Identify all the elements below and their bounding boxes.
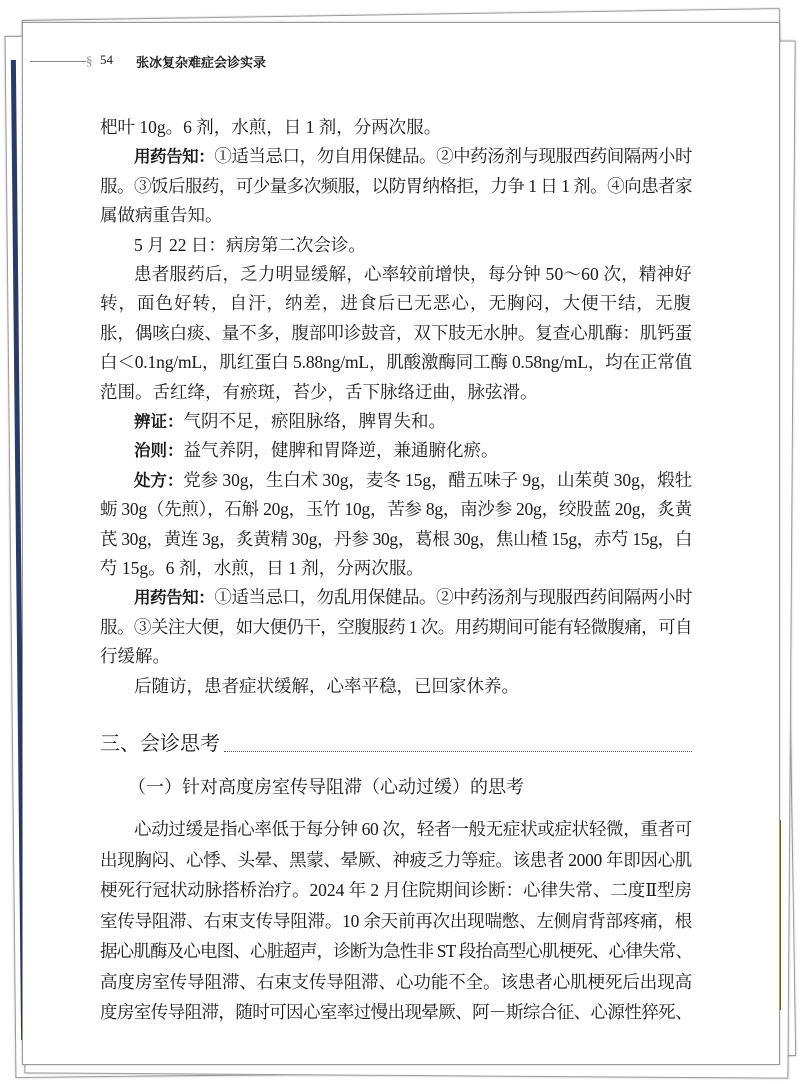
line-text: 蛎 30g（先煎），石斛 20g，玉竹 10g，苦参 8g，南沙参 20g，绞股蓝 20g，炙黄: [100, 499, 692, 520]
text-line: [134, 263, 692, 285]
text-line: [134, 675, 519, 697]
text-line: [134, 469, 692, 491]
line-text: 5 月 22 日：病房第二次会诊。: [134, 234, 366, 255]
header-ornament-icon: §: [86, 53, 93, 68]
line-text: 党参 30g，生白术 30g，麦冬 15g，醋五味子 9g，山茱萸 30g，煅牡: [183, 469, 692, 490]
line-text: 患者服药后，乏力明显缓解，心率较前增快，每分钟 50～60 次，精神好: [134, 264, 692, 284]
line-text: ①适当忌口，勿自用保健品。②中药汤剂与现服西药间隔两小时: [214, 146, 693, 167]
text-line: [100, 940, 692, 962]
text-line: [100, 1001, 692, 1023]
text-line: [100, 557, 424, 579]
text-line: [100, 498, 692, 520]
text-line: [134, 410, 446, 432]
header-rule: [30, 61, 86, 62]
text-line: [134, 145, 692, 167]
line-text: 杷叶 10g。6 剂，水煎，日 1 剂，分两次服。: [100, 117, 442, 137]
line-text: 属做病重告知。: [100, 205, 223, 226]
line-text: 梗死行冠状动脉搭桥治疗。2024 年 2 月住院期间诊断：心律失常、二度Ⅱ型房: [100, 880, 692, 900]
text-line: [100, 381, 538, 403]
line-text: 芪 30g，黄连 3g，炙黄精 30g，丹参 30g，葛根 30g，焦山楂 15g，赤芍 15g，白: [100, 528, 692, 549]
heading-leader-dots: [224, 751, 692, 752]
section-heading: [100, 727, 692, 756]
paragraph-label: 用药告知：: [134, 147, 215, 167]
line-text: 心动过缓是指心率低于每分钟 60 次，轻者一般无症状或症状轻微，重者可: [134, 819, 692, 839]
line-text: 后随访，患者症状缓解，心率平稳，已回家休养。: [134, 675, 519, 696]
paragraph-label: 治则：: [134, 441, 184, 461]
line-text: 芍 15g。6 剂，水煎，日 1 剂，分两次服。: [100, 558, 424, 578]
text-line: [100, 849, 692, 871]
line-text: 范围。舌红绛，有瘀斑，苔少，舌下脉络迂曲，脉弦滑。: [100, 381, 538, 402]
text-line: [100, 292, 692, 314]
line-text: 气阴不足，瘀阻脉络，脾胃失和。: [183, 411, 446, 431]
running-title: 张冰复杂难症会诊实录: [136, 56, 267, 71]
line-text: 胀，偶咳白痰、量不多，腹部叩诊鼓音，双下肢无水肿。复查心肌酶：肌钙蛋: [100, 322, 692, 343]
text-line: [100, 175, 692, 197]
text-line: [100, 971, 692, 993]
line-text: 服。③关注大便，如大便仍干，空腹服药 1 次。用药期间可能有轻微腹痛，可自: [100, 616, 692, 637]
paragraph-label: 处方：: [134, 470, 184, 490]
text-line: [100, 528, 692, 550]
line-text: 据心肌酶及心电图、心脏超声，诊断为急性非 ST 段抬高型心肌梗死、心律失常、: [100, 941, 692, 961]
text-line: [134, 818, 692, 840]
line-text: 度房室传导阻滞，随时可因心室率过慢出现晕厥、阿－斯综合征、心源性猝死、: [100, 1002, 692, 1022]
line-text: 高度房室传导阻滞、右束支传导阻滞、心功能不全。该患者心肌梗死后出现高: [100, 971, 692, 992]
line-text: 转，面色好转，自汗，纳差，进食后已无恶心，无胸闷，大便干结，无腹: [100, 293, 692, 314]
text-line: [100, 204, 223, 226]
text-line: [134, 234, 366, 256]
text-line: [100, 910, 692, 932]
line-text: 室传导阻滞、右束支传导阻滞。10 余天前再次出现喘憋、左侧肩背部疼痛，根: [100, 910, 692, 931]
text-line: [100, 616, 692, 638]
paragraph-label: 辨证：: [134, 412, 184, 431]
subsection-heading: （一）针对高度房室传导阻滞（心动过缓）的思考: [128, 777, 524, 798]
line-text: 出现胸闷、心悸、头晕、黑蒙、晕厥、神疲乏力等症。该患者 2000 年即因心肌: [100, 849, 692, 870]
text-line: [134, 439, 499, 461]
line-text: 服。③饭后服药，可少量多次频服，以防胃纳格拒，力争 1 日 1 剂。④向患者家: [100, 175, 692, 196]
text-line: [100, 645, 170, 667]
section-heading-text: 三、会诊思考: [100, 731, 220, 755]
line-text: 白＜0.1ng/mL，肌红蛋白 5.88ng/mL，肌酸激酶同工酶 0.58ng/mL，均在正常值: [100, 352, 692, 373]
page-number: 54: [100, 52, 113, 67]
text-line: [100, 116, 441, 138]
text-line: [100, 322, 692, 344]
paragraph-label: 用药告知：: [134, 588, 215, 608]
line-text: 行缓解。: [100, 646, 170, 667]
text-line: [134, 586, 692, 608]
text-line: [100, 351, 692, 373]
line-text: ①适当忌口，勿乱用保健品。②中药汤剂与现服西药间隔两小时: [214, 587, 693, 608]
line-text: 益气养阴，健脾和胃降逆，兼通腑化瘀。: [183, 440, 499, 461]
text-line: [100, 879, 692, 901]
